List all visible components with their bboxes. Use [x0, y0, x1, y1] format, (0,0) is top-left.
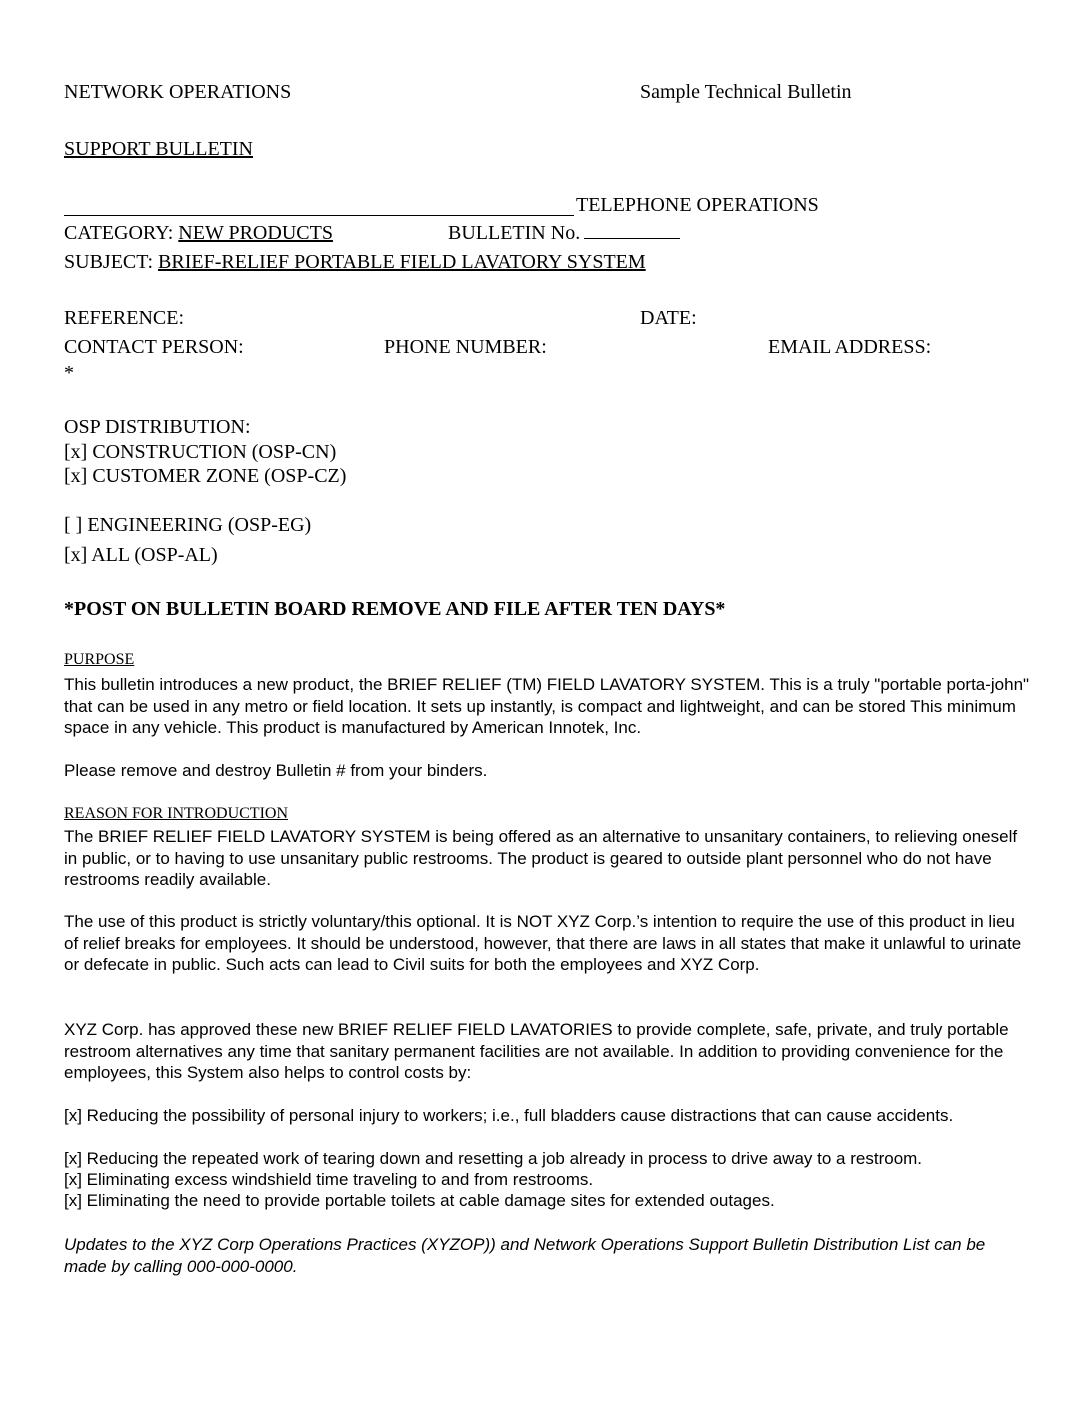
- distribution-title: OSP DISTRIBUTION:: [64, 416, 251, 438]
- cost-bullet-repeated-work: [x] Reducing the repeated work of tearing down and resetting a job already in process to drive away to a restroom.: [64, 1149, 923, 1168]
- category-label: CATEGORY:: [64, 222, 174, 244]
- reason-paragraph-2: The use of this product is strictly voluntary/this optional. It is NOT XYZ Corp.’s intention to require the use of this product in lieu of relief breaks for employees. It should be understood, however, that there are laws in all states that make it unlawful to urinate or defecate in public. Such acts can lead to Civil suits for both the employees and XYZ Corp.: [64, 912, 1022, 974]
- purpose-text: This bulletin introduces a new product, the BRIEF RELIEF (TM) FIELD LAVATORY SYSTEM. This is a truly "portable porta-john" that can be used in any metro or field location. It sets up instantly, is compact and lightweight, and can be stored This minimum space in any vehicle. This product is manufactured by American Innotek, Inc.: [64, 675, 1030, 737]
- reason-paragraph-3: XYZ Corp. has approved these new BRIEF RELIEF FIELD LAVATORIES to provide complete, safe, private, and truly portable restroom alternatives any time that sanitary permanent facilities are not available. In addition to providing convenience for the employees, this System also helps to control costs by:: [64, 1020, 1009, 1082]
- contact-person-label: CONTACT PERSON:: [64, 336, 244, 358]
- bulletin-no-label: BULLETIN No.: [448, 222, 581, 244]
- reason-heading: REASON FOR INTRODUCTION: [64, 805, 289, 822]
- header-rule: [64, 215, 574, 216]
- category-value: NEW PRODUCTS: [178, 222, 333, 244]
- post-notice: *POST ON BULLETIN BOARD REMOVE AND FILE AFTER TEN DAYS*: [64, 598, 726, 620]
- distribution-item-customer-zone: [x] CUSTOMER ZONE (OSP-CZ): [64, 465, 347, 487]
- updates-footer-note: Updates to the XYZ Corp Operations Practices (XYZOP)) and Network Operations Support Bulletin Distribution List can be made by calling 000-000-0000.: [64, 1235, 986, 1276]
- subject-label: SUBJECT:: [64, 251, 154, 273]
- telephone-operations-label: TELEPHONE OPERATIONS: [576, 194, 819, 216]
- email-address-label: EMAIL ADDRESS:: [768, 336, 932, 358]
- distribution-item-construction: [x] CONSTRUCTION (OSP-CN): [64, 441, 337, 463]
- header-left-title: NETWORK OPERATIONS: [64, 81, 292, 103]
- cost-bullet-injury: [x] Reducing the possibility of personal injury to workers; i.e., full bladders cause distractions that can cause accidents.: [64, 1106, 954, 1125]
- cost-bullet-portable-toilets: [x] Eliminating the need to provide portable toilets at cable damage sites for extended outages.: [64, 1191, 775, 1210]
- subject-value: BRIEF-RELIEF PORTABLE FIELD LAVATORY SYSTEM: [158, 251, 646, 273]
- reference-label: REFERENCE:: [64, 307, 185, 329]
- distribution-item-all: [x] ALL (OSP-AL): [64, 544, 218, 566]
- bulletin-no-row: [448, 222, 680, 245]
- bulletin-no-blank: [584, 222, 680, 239]
- subject-row: [64, 251, 646, 274]
- distribution-item-engineering: [ ] ENGINEERING (OSP-EG): [64, 514, 312, 536]
- support-bulletin-title: SUPPORT BULLETIN: [64, 138, 254, 160]
- category-row: [64, 222, 333, 245]
- header-right-title: Sample Technical Bulletin: [640, 81, 852, 103]
- phone-number-label: PHONE NUMBER:: [384, 336, 547, 358]
- asterisk-marker: *: [64, 362, 74, 384]
- reason-paragraph-1: The BRIEF RELIEF FIELD LAVATORY SYSTEM is being offered as an alternative to unsanitary containers, to relieving oneself in public, or to having to use unsanitary public restrooms. The product is geared to outside plant personnel who do not have restrooms readily available.: [64, 827, 1018, 889]
- purpose-heading: PURPOSE: [64, 651, 135, 668]
- remove-bulletin-note: Please remove and destroy Bulletin # from your binders.: [64, 761, 488, 780]
- date-label: DATE:: [640, 307, 697, 329]
- cost-bullet-windshield-time: [x] Eliminating excess windshield time traveling to and from restrooms.: [64, 1170, 594, 1189]
